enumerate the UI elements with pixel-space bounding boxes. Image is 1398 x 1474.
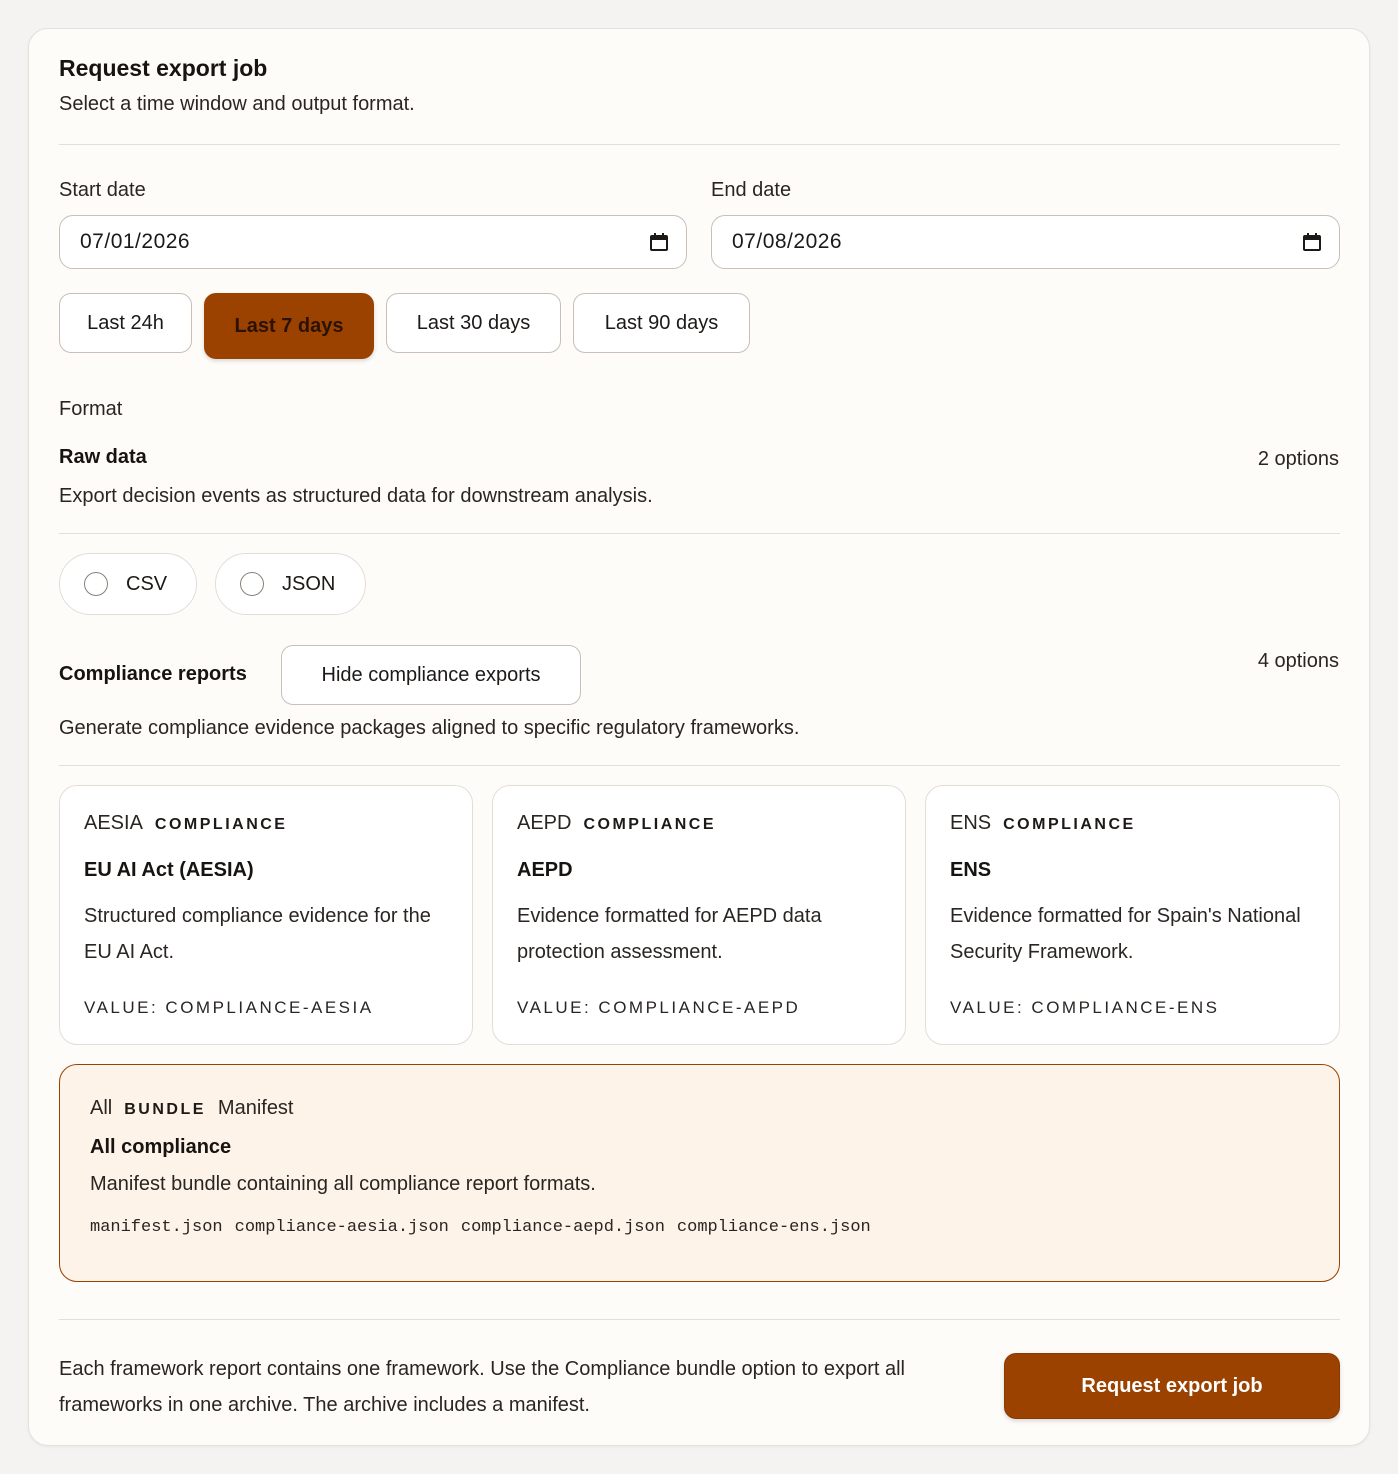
framework-name: EU AI Act (AESIA) <box>84 859 254 881</box>
radio-icon[interactable] <box>84 572 108 596</box>
format-option-label: CSV <box>126 572 168 595</box>
request-export-button[interactable]: Request export job <box>1004 1353 1340 1419</box>
header-divider <box>59 144 1340 145</box>
preset-last-90-days[interactable]: Last 90 days <box>573 293 750 353</box>
raw-data-count: 2 options <box>1257 448 1339 470</box>
framework-value: VALUE: COMPLIANCE-AEPD <box>517 998 801 1017</box>
end-date-label: End date <box>711 179 792 201</box>
bundle-file-list <box>90 1218 1309 1237</box>
framework-code: AESIA <box>84 812 143 834</box>
bundle-file: manifest.json <box>90 1218 223 1237</box>
framework-description: Structured compliance evidence for the EU AI Act. <box>84 905 431 963</box>
preset-last-30-days[interactable]: Last 30 days <box>386 293 561 353</box>
framework-tag: COMPLIANCE <box>154 816 288 833</box>
compliance-title: Compliance reports <box>59 663 247 685</box>
framework-name: ENS <box>950 859 992 881</box>
framework-code: ENS <box>950 812 992 834</box>
framework-value: VALUE: COMPLIANCE-ENS <box>950 998 1220 1017</box>
card-title: Request export job <box>59 55 268 81</box>
bundle-description: Manifest bundle containing all compliance report formats. <box>90 1173 596 1195</box>
framework-name: AEPD <box>517 859 573 881</box>
bundle-file: compliance-aesia.json <box>234 1218 449 1237</box>
start-date-value: 07/01/2026 <box>80 230 191 253</box>
compliance-count: 4 options <box>1257 650 1339 672</box>
calendar-icon[interactable] <box>650 233 668 251</box>
framework-tag: COMPLIANCE <box>583 816 717 833</box>
format-label: Format <box>59 398 123 420</box>
footer-divider <box>59 1319 1340 1320</box>
export-job-card <box>28 28 1370 1446</box>
card-subtitle: Select a time window and output format. <box>59 93 415 115</box>
end-date-value: 07/08/2026 <box>732 230 843 253</box>
framework-card-ens[interactable] <box>925 785 1340 1045</box>
footer-note: Each framework report contains one framework. Use the Compliance bundle option to export all frameworks in one archive. The archive includes a manifest. <box>59 1358 905 1416</box>
bundle-file: compliance-aepd.json <box>460 1218 665 1237</box>
raw-data-divider <box>59 533 1340 534</box>
hide-compliance-button[interactable]: Hide compliance exports <box>281 645 581 705</box>
radio-icon[interactable] <box>240 572 264 596</box>
format-option-label: JSON <box>282 572 336 595</box>
framework-description: Evidence formatted for AEPD data protection assessment. <box>517 905 822 963</box>
framework-tag: COMPLIANCE <box>1003 816 1136 833</box>
framework-code: AEPD <box>517 812 572 834</box>
framework-description: Evidence formatted for Spain's National Security Framework. <box>950 905 1301 963</box>
compliance-bundle-card[interactable] <box>59 1064 1340 1282</box>
raw-data-title: Raw data <box>59 446 147 468</box>
format-option-json[interactable] <box>215 553 366 615</box>
framework-value: VALUE: COMPLIANCE-AESIA <box>84 998 374 1017</box>
framework-card-aesia[interactable] <box>59 785 473 1045</box>
bundle-extra: Manifest <box>217 1097 294 1119</box>
calendar-icon[interactable] <box>1303 233 1321 251</box>
start-date-input[interactable] <box>59 215 687 269</box>
compliance-description: Generate compliance evidence packages aligned to specific regulatory frameworks. <box>59 717 800 739</box>
format-option-csv[interactable] <box>59 553 197 615</box>
end-date-input[interactable] <box>711 215 1340 269</box>
preset-last-24h[interactable]: Last 24h <box>59 293 192 353</box>
preset-last-7-days[interactable]: Last 7 days <box>204 293 374 359</box>
framework-card-aepd[interactable] <box>492 785 906 1045</box>
start-date-label: Start date <box>59 179 146 201</box>
bundle-tag: BUNDLE <box>124 1101 206 1118</box>
bundle-file: compliance-ens.json <box>676 1218 871 1237</box>
bundle-code: All <box>90 1097 113 1119</box>
compliance-divider <box>59 765 1340 766</box>
raw-data-description: Export decision events as structured data for downstream analysis. <box>59 485 653 507</box>
bundle-name: All compliance <box>90 1136 232 1158</box>
